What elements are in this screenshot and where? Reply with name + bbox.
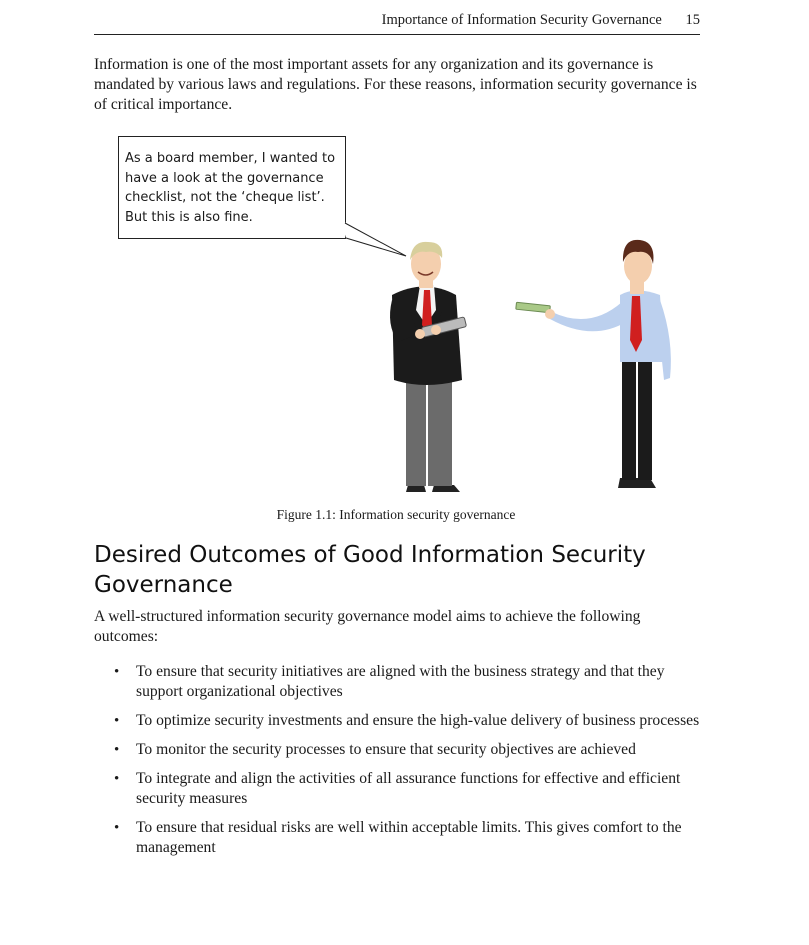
outcomes-list [94, 662, 704, 867]
board-member-figure [390, 242, 467, 492]
bullet-icon: • [114, 820, 120, 836]
pointing-arm [550, 302, 626, 331]
speech-bubble [118, 136, 346, 239]
illustration-board-members [370, 230, 690, 500]
section-heading: Desired Outcomes of Good Information Security Governance [94, 542, 646, 598]
speech-line: checklist, not the ‘cheque list’. [125, 190, 325, 205]
list-item: • To ensure that security initiatives are aligned with the business strategy and that they support organizational objectives [114, 663, 665, 700]
bullet-icon: • [114, 713, 120, 729]
header-title: Importance of Information Security Governance [381, 12, 662, 28]
list-item: • To monitor the security processes to ensure that security objectives are achieved [114, 741, 636, 758]
speech-line: As a board member, I wanted to [125, 151, 336, 166]
list-item: • To ensure that residual risks are well within acceptable limits. This gives comfort to the management [114, 819, 682, 856]
section-lead: A well-structured information security governance model aims to achieve the following outcomes: [94, 608, 641, 645]
bullet-icon: • [114, 742, 120, 758]
speech-line: But this is also fine. [125, 209, 253, 225]
trousers [406, 380, 426, 486]
running-header [94, 8, 700, 35]
presenter-figure [516, 240, 671, 488]
figure-caption: Figure 1.1: Information security governance [276, 507, 516, 522]
list-item: • To integrate and align the activities of all assurance functions for effective and efficient security measures [114, 770, 681, 807]
shirt [620, 291, 664, 363]
intro-paragraph: Information is one of the most important assets for any organization and its governance is mandated by various laws and regulations. For these reasons, information security governance is of critical importance. [94, 56, 697, 113]
bullet-icon: • [114, 771, 120, 787]
cash-note [516, 302, 551, 313]
speech-line: have a look at the governance [125, 170, 324, 186]
bullet-icon: • [114, 664, 120, 680]
page-number: 15 [685, 12, 700, 28]
list-item: • To optimize security investments and ensure the high-value delivery of business processes [114, 712, 700, 729]
speech-bubble-tail [340, 190, 410, 260]
